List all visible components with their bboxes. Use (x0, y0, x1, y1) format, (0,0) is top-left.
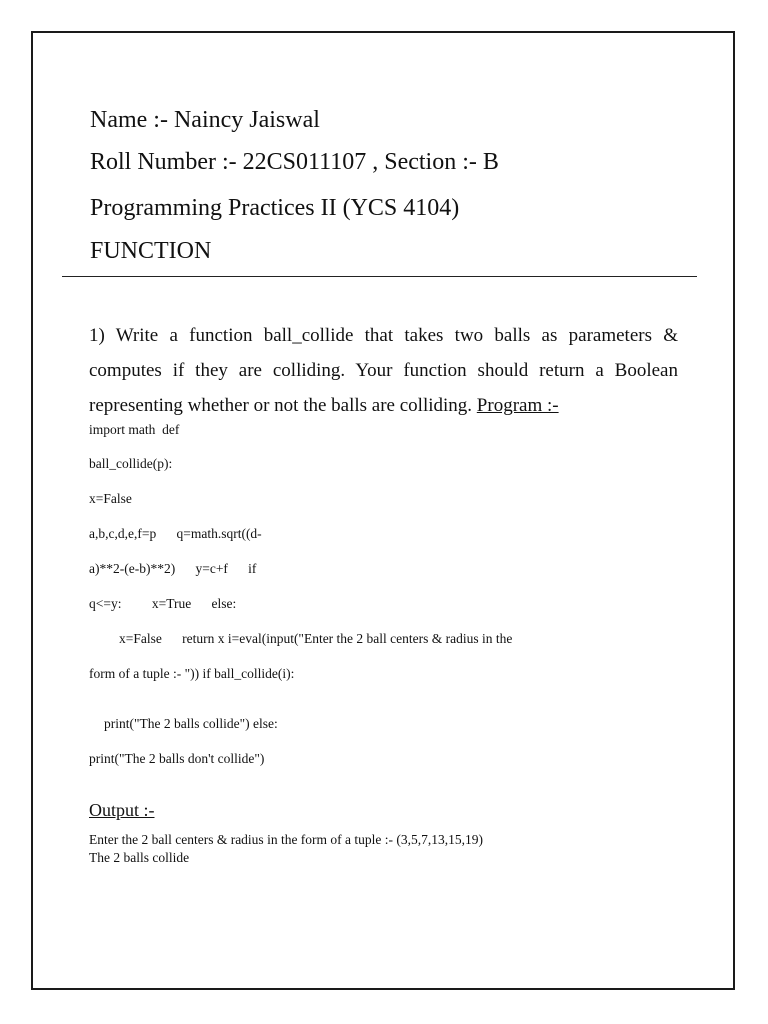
output-line: Enter the 2 ball centers & radius in the form of a tuple :- (3,5,7,13,15,19) (89, 832, 484, 847)
code-line: import math def (89, 422, 180, 437)
code-line: print("The 2 balls don't collide") (89, 751, 265, 766)
code-line: form of a tuple :- ")) if ball_collide(i): (89, 666, 295, 681)
code-line: x=False return x i=eval(input("Enter the 2 ball centers & radius in the (119, 631, 513, 646)
code-line: a)**2-(e-b)**2) y=c+f if (89, 561, 257, 576)
code-line: a,b,c,d,e,f=p q=math.sqrt((d- (89, 526, 262, 541)
student-name: Name :- Naincy Jaiswal (90, 107, 320, 133)
output-heading: Output :- (89, 800, 155, 820)
course-title: Programming Practices II (YCS 4104) (90, 195, 460, 221)
program-label: Program :- (476, 395, 559, 416)
header-divider (62, 276, 697, 277)
topic-title: FUNCTION (90, 238, 212, 264)
code-line: x=False (89, 491, 132, 506)
question-text (89, 318, 678, 423)
code-line: print("The 2 balls collide") else: (104, 716, 278, 731)
question-body: 1) Write a function ball_collide that takes two balls as parameters & computes if they are colliding. Your function should return a Boolean representing whether or not the balls are colliding. (89, 325, 678, 416)
code-line: ball_collide(p): (89, 456, 173, 471)
code-line: q<=y: x=True else: (89, 596, 237, 611)
output-line: The 2 balls collide (89, 850, 190, 865)
roll-number-section: Roll Number :- 22CS011107 , Section :- B (90, 149, 499, 175)
